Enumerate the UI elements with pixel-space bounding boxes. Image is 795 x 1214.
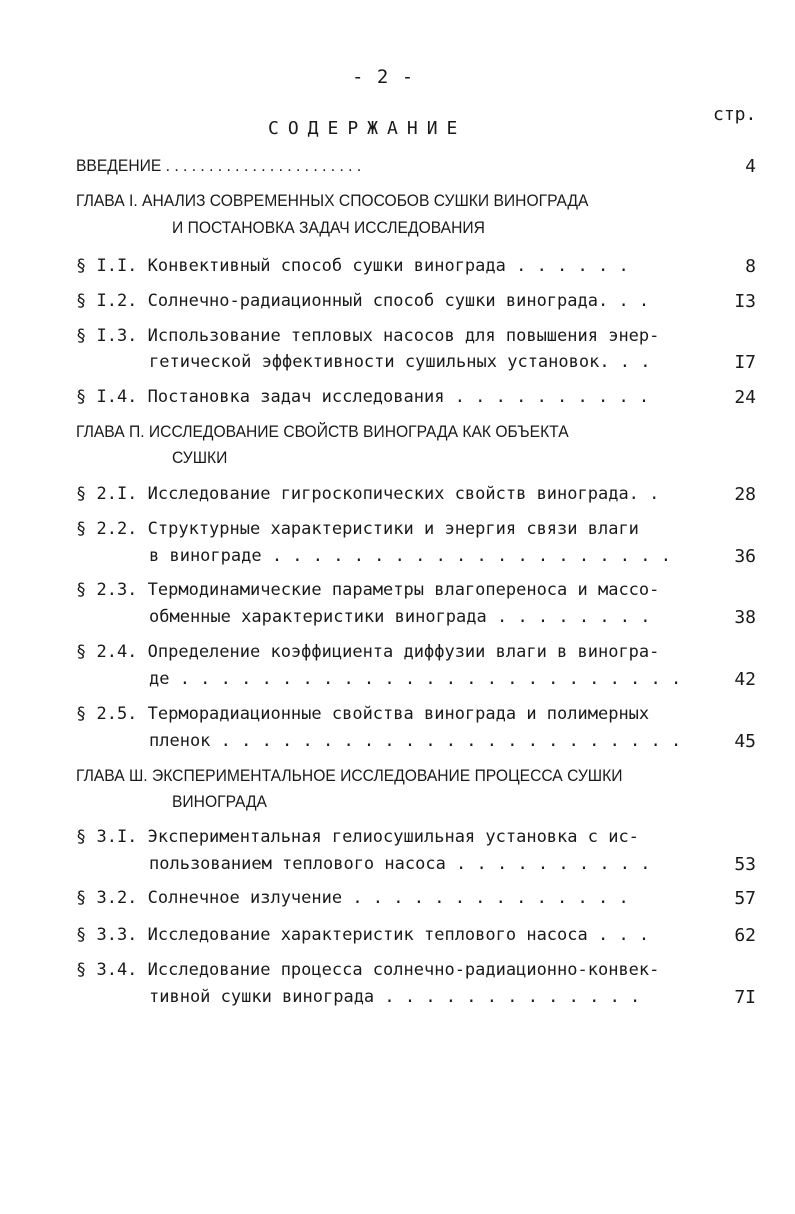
chapter-heading: ГЛАВА I. АНАЛИЗ СОВРЕМЕННЫХ СПОСОБОВ СУШКИ ВИНОГРАДА [76,191,589,210]
toc-line: § I.4. Постановка задач исследования . . . . . . . . . . [76,387,650,407]
toc-page-number: 42 [734,669,756,690]
toc-line: § 3.3. Исследование характеристик теплового насоса . . . [76,925,650,945]
toc-page-number: 57 [734,888,756,909]
toc-page-number: 38 [734,607,756,628]
page-number: - 2 - [352,66,415,88]
chapter-heading: ГЛАВА П. ИССЛЕДОВАНИЕ СВОЙСТВ ВИНОГРАДА КАК ОБЪЕКТА [76,422,569,441]
toc-page-number: 4 [745,156,756,177]
toc-line: тивной сушки винограда . . . . . . . . . . . . . [149,987,641,1007]
toc-line: ВВЕДЕНИЕ . . . . . . . . . . . . . . . . . . . . . . . [76,156,362,175]
toc-page-number: 24 [734,387,756,408]
toc-page-number: I7 [734,352,756,373]
toc-line: в винограде . . . . . . . . . . . . . . . . . . . . [149,546,671,566]
toc-page-number: 28 [734,484,756,505]
toc-line: § I.I. Конвективный способ сушки винограда . . . . . . [76,256,629,276]
chapter-heading: СУШКИ [172,448,228,467]
toc-page-number: 8 [745,256,756,277]
toc-line: гетической эффективности сушильных установок. . . [149,352,651,372]
toc-line: § 2.3. Термодинамические параметры влагопереноса и массо- [76,580,660,600]
toc-line: § 2.4. Определение коэффициента диффузии влаги в виногра- [76,642,660,662]
toc-line: § I.2. Солнечно-радиационный способ сушки винограда. . . [76,291,650,311]
toc-page-number: 62 [734,925,756,946]
toc-page-number: I3 [734,291,756,312]
toc-page-number: 53 [734,854,756,875]
toc-line: § 3.I. Экспериментальная гелиосушильная установка с ис- [76,827,639,847]
toc-page-number: 7I [734,987,756,1008]
page-column-label: стр. [713,104,757,125]
toc-page-number: 36 [734,546,756,567]
toc-line: § 2.I. Исследование гигроскопических свойств винограда. . [76,484,660,504]
toc-line: де . . . . . . . . . . . . . . . . . . . . . . . . . [149,669,682,689]
chapter-heading: ВИНОГРАДА [172,792,267,811]
toc-line: пользованием теплового насоса . . . . . . . . . . [149,854,651,874]
page-title: СОДЕРЖАНИЕ [268,118,467,139]
toc-line: § 2.2. Структурные характеристики и энергия связи влаги [76,519,639,539]
toc-line: § 3.2. Солнечное излучение . . . . . . . . . . . . . . [76,888,629,908]
chapter-heading: ГЛАВА Ш. ЭКСПЕРИМЕНТАЛЬНОЕ ИССЛЕДОВАНИЕ ПРОЦЕССА СУШКИ [76,766,623,785]
toc-line: пленок . . . . . . . . . . . . . . . . . . . . . . . [149,731,682,751]
toc-page-number: 45 [734,731,756,752]
chapter-heading: И ПОСТАНОВКА ЗАДАЧ ИССЛЕДОВАНИЯ [172,218,485,237]
toc-line: обменные характеристики винограда . . . . . . . . [149,607,651,627]
toc-line: § I.3. Использование тепловых насосов для повышения энер- [76,326,660,346]
toc-line: § 3.4. Исследование процесса солнечно-радиационно-конвек- [76,960,660,980]
toc-line: § 2.5. Терморадиационные свойства винограда и полимерных [76,704,650,724]
